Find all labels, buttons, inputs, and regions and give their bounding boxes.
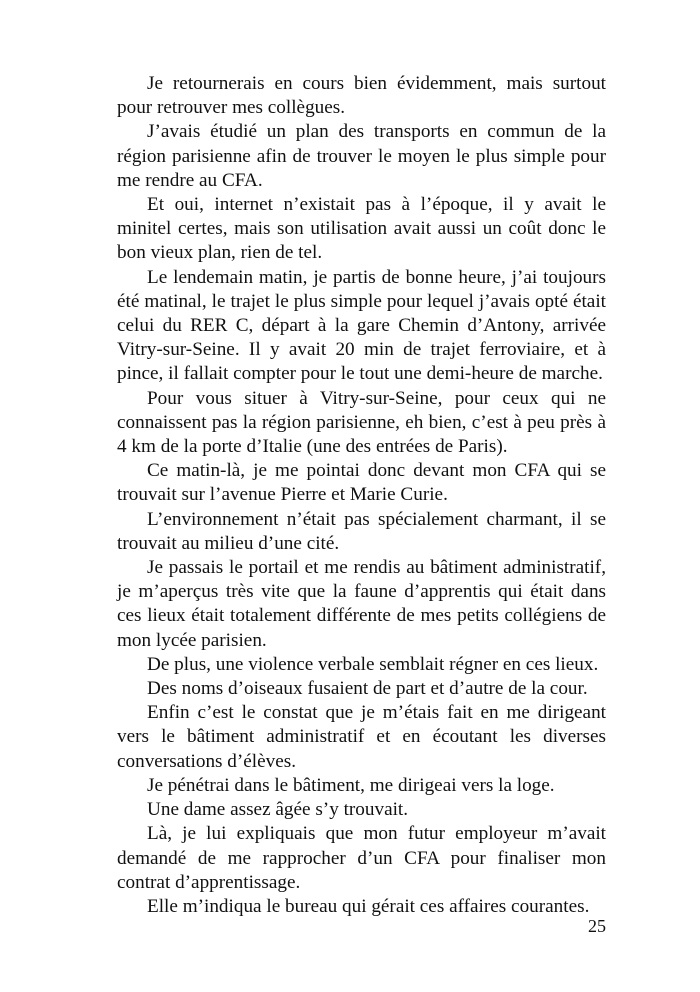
paragraph: L’environnement n’était pas spécialement charmant, il se trouvait au milieu d’une cité. [117, 508, 606, 554]
body-text [117, 72, 606, 919]
paragraph: Je pénétrai dans le bâtiment, me dirigeai vers la loge. [147, 774, 555, 796]
paragraph: Je passais le portail et me rendis au bâtiment administratif, je m’aperçus très vite que la faune d’apprentis qui était dans ces lieux était totalement différente de mes petits collégiens de mon lycée parisien. [117, 557, 606, 651]
paragraph: Des noms d’oiseaux fusaient de part et d’autre de la cour. [147, 678, 588, 700]
page-number: 25 [588, 916, 606, 936]
paragraph: Là, je lui expliquais que mon futur employeur m’avait demandé de me rapprocher d’un CFA pour finaliser mon contrat d’apprentissage. [117, 823, 606, 893]
paragraph: De plus, une violence verbale semblait régner en ces lieux. [147, 653, 599, 675]
paragraph: J’avais étudié un plan des transports en commun de la région parisienne afin de trouver le moyen le plus simple pour me rendre au CFA. [117, 121, 606, 191]
paragraph: Le lendemain matin, je partis de bonne heure, j’ai toujours été matinal, le trajet le plus simple pour lequel j’avais opté était celui du RER C, départ à la gare Chemin d’Antony, arrivée Vitry-sur-Seine. Il y avait 20 min de trajet ferroviaire, et à pince, il fallait compter pour le tout une demi-heure de marche. [117, 266, 606, 385]
paragraph: Une dame assez âgée s’y trouvait. [147, 799, 409, 821]
paragraph: Elle m’indiqua le bureau qui gérait ces affaires courantes. [147, 895, 590, 917]
paragraph: Ce matin-là, je me pointai donc devant mon CFA qui se trouvait sur l’avenue Pierre et Marie Curie. [117, 460, 606, 506]
paragraph: Pour vous situer à Vitry-sur-Seine, pour ceux qui ne connaissent pas la région parisienne, eh bien, c’est à peu près à 4 km de la porte d’Italie (une des entrées de Paris). [117, 387, 606, 458]
paragraph: Je retournerais en cours bien évidemment, mais surtout pour retrouver mes collègues. [117, 73, 606, 119]
paragraph: Et oui, internet n’existait pas à l’époque, il y avait le minitel certes, mais son utilisation avait aussi un coût donc le bon vieux plan, rien de tel. [117, 194, 606, 264]
paragraph: Enfin c’est le constat que je m’étais fait en me dirigeant vers le bâtiment administratif et en écoutant les diverses conversations d’élèves. [117, 702, 606, 772]
